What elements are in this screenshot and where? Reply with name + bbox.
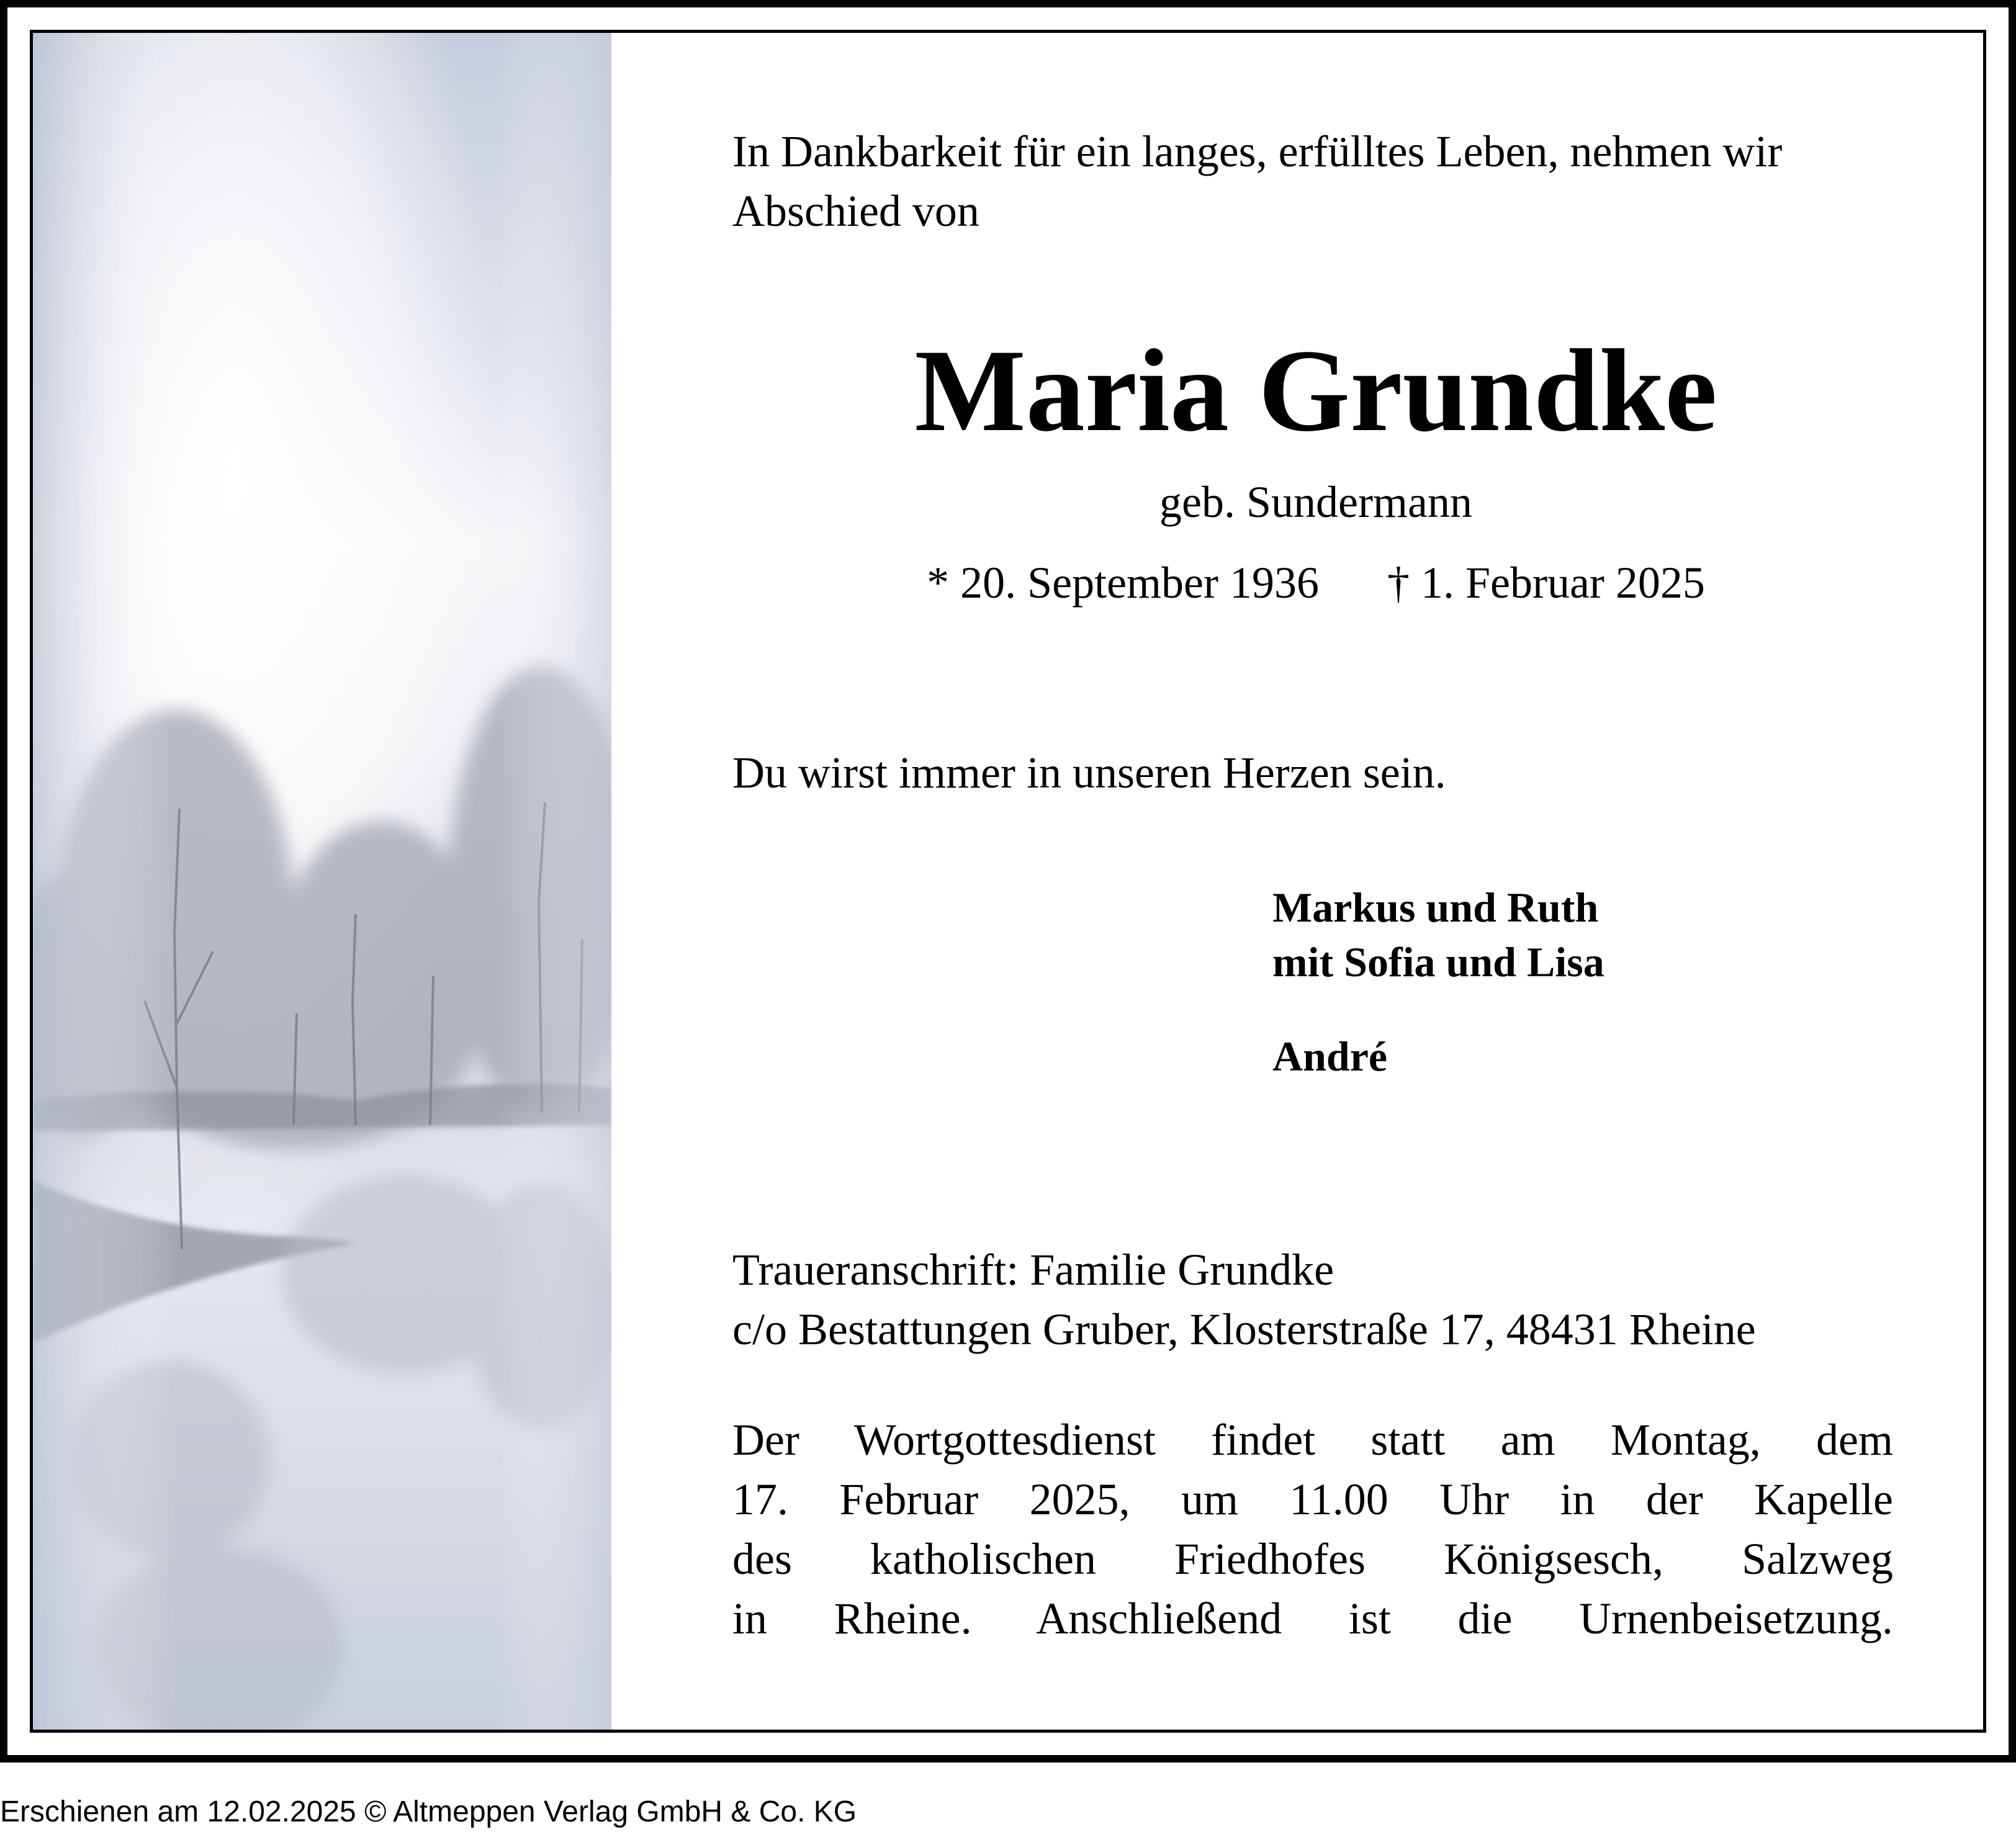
address-line: c/o Bestattungen Gruber, Klosterstraße 17, 48431 Rheine xyxy=(732,1304,1756,1354)
birth-date: * 20. September 1936 xyxy=(927,558,1319,608)
death-date: † 1. Februar 2025 xyxy=(1387,558,1705,608)
life-dates xyxy=(732,555,1899,611)
service-information xyxy=(732,1410,1893,1648)
deceased-name: Maria Grundke xyxy=(914,326,1717,456)
family-line: mit Sofia und Lisa xyxy=(1272,938,1604,986)
service-line: des katholischen Friedhofes Königsesch, Salzweg xyxy=(732,1534,1893,1584)
service-line: in Rheine. Anschließend ist die Urnenbeisetzung. xyxy=(732,1594,1893,1643)
mourning-address xyxy=(732,1240,1899,1359)
motto-text: Du wirst immer in unseren Herzen sein. xyxy=(732,748,1446,797)
intro-text: In Dankbarkeit für ein langes, erfülltes Leben, nehmen wir Abschied von xyxy=(732,127,1783,236)
family-line: André xyxy=(1272,1033,1388,1080)
family-line: Markus und Ruth xyxy=(1272,884,1599,931)
service-line: Der Wortgottesdienst findet statt am Montag, dem xyxy=(732,1415,1893,1465)
publication-footer: Erschienen am 12.02.2025 © Altmeppen Verlag GmbH & Co. KG xyxy=(0,1795,857,1828)
family-signature xyxy=(1272,880,1893,1084)
address-line: Traueranschrift: Familie Grundke xyxy=(732,1245,1334,1295)
service-line: 17. Februar 2025, um 11.00 Uhr in der Kapelle xyxy=(732,1475,1893,1524)
birth-name: geb. Sundermann xyxy=(1159,477,1472,527)
